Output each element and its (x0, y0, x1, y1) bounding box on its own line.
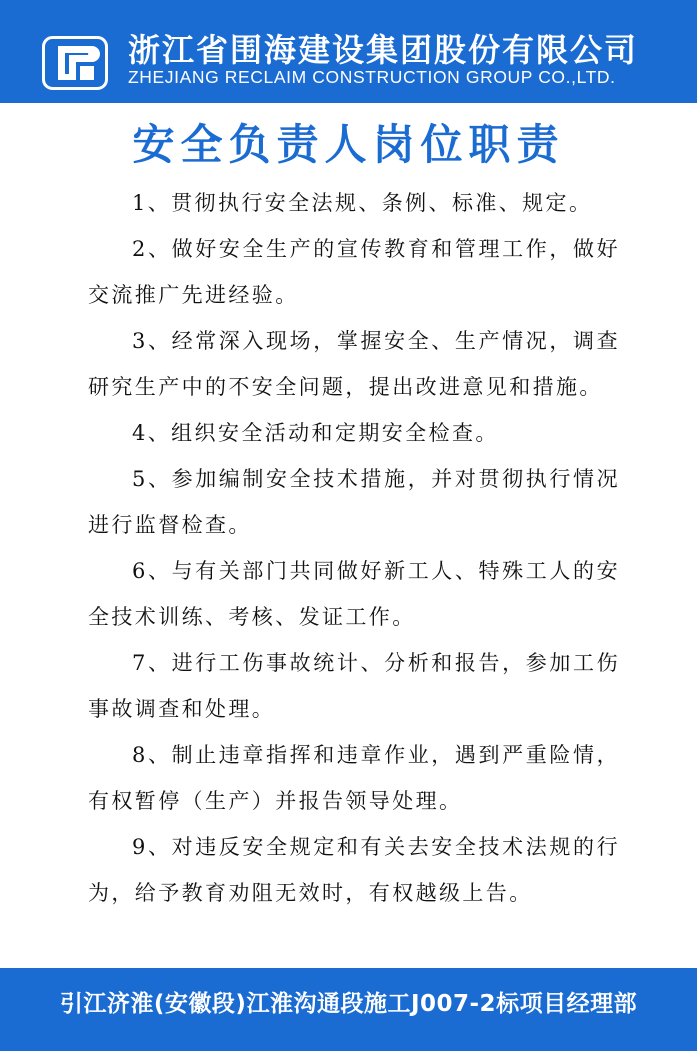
duty-item: 1、贯彻执行安全法规、条例、标准、规定。 (132, 191, 593, 215)
footer-banner (0, 968, 697, 1051)
duty-item: 9、对违反安全规定和有关去安全技术法规的行为，给予教育劝阻无效时，有权越级上告。 (88, 835, 620, 905)
duty-item: 8、制止违章指挥和违章作业，遇到严重险情，有权暂停（生产）并报告领导处理。 (88, 743, 620, 813)
duty-item: 3、经常深入现场，掌握安全、生产情况，调查研究生产中的不安全问题，提出改进意见和措施。 (88, 329, 620, 399)
duty-item: 7、进行工伤事故统计、分析和报告，参加工伤事故调查和处理。 (88, 651, 620, 721)
duty-item: 4、组织安全活动和定期安全检查。 (132, 421, 499, 445)
company-logo-icon (42, 36, 108, 90)
duty-item: 5、参加编制安全技术措施，并对贯彻执行情况进行监督检查。 (88, 467, 620, 537)
duty-list (88, 180, 620, 916)
page-title: 安全负责人岗位职责 (132, 120, 565, 169)
duty-item: 2、做好安全生产的宣传教育和管理工作，做好交流推广先进经验。 (88, 237, 620, 307)
duty-item: 6、与有关部门共同做好新工人、特殊工人的安全技术训练、考核、发证工作。 (88, 559, 620, 629)
company-name-english: ZHEJIANG RECLAIM CONSTRUCTION GROUP CO.,LTD. (128, 67, 616, 87)
header-banner (0, 0, 697, 103)
project-department-label: 引江济淮(安徽段)江淮沟通段施工J007-2标项目经理部 (59, 991, 638, 1017)
company-name-chinese: 浙江省围海建设集团股份有限公司 (128, 31, 639, 69)
